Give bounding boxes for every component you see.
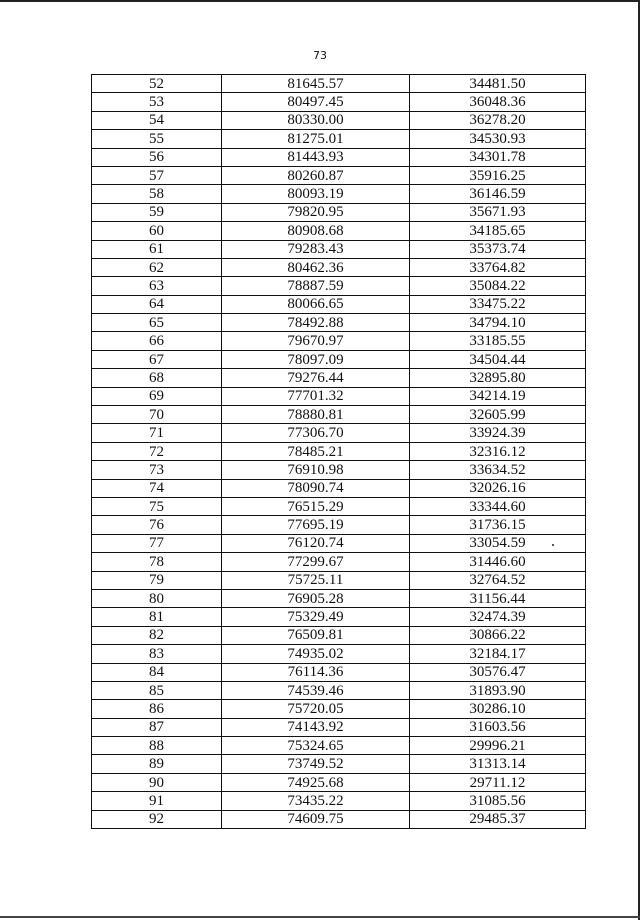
value-b-cell: 34504.44 <box>410 350 586 368</box>
value-a-cell: 75324.65 <box>222 737 410 755</box>
page-edge-top <box>0 0 640 2</box>
value-b-cell: 32474.39 <box>410 608 586 626</box>
value-b-cell: 29996.21 <box>410 737 586 755</box>
row-index-cell: 55 <box>92 130 222 148</box>
value-a-cell: 77701.32 <box>222 387 410 405</box>
value-b-cell: 31736.15 <box>410 516 586 534</box>
value-b-cell: 35373.74 <box>410 240 586 258</box>
table-row <box>92 166 586 184</box>
row-index-cell: 90 <box>92 773 222 791</box>
row-index-cell: 52 <box>92 75 222 93</box>
value-b-cell: 34301.78 <box>410 148 586 166</box>
table-row <box>92 497 586 515</box>
value-a-cell: 75329.49 <box>222 608 410 626</box>
table-row <box>92 645 586 663</box>
row-index-cell: 67 <box>92 350 222 368</box>
row-index-cell: 73 <box>92 461 222 479</box>
row-index-cell: 77 <box>92 534 222 552</box>
value-b-cell: 32895.80 <box>410 369 586 387</box>
value-a-cell: 81275.01 <box>222 130 410 148</box>
row-index-cell: 65 <box>92 314 222 332</box>
value-b-cell: 32605.99 <box>410 406 586 424</box>
row-index-cell: 58 <box>92 185 222 203</box>
table-row <box>92 258 586 276</box>
value-b-cell: 32316.12 <box>410 442 586 460</box>
value-a-cell: 77306.70 <box>222 424 410 442</box>
row-index-cell: 75 <box>92 497 222 515</box>
value-a-cell: 79276.44 <box>222 369 410 387</box>
value-a-cell: 78090.74 <box>222 479 410 497</box>
value-b-cell: 33054.59 <box>410 534 586 552</box>
value-b-cell: 33185.55 <box>410 332 586 350</box>
value-b-cell: 33764.82 <box>410 258 586 276</box>
value-b-cell: 31893.90 <box>410 681 586 699</box>
row-index-cell: 70 <box>92 406 222 424</box>
row-index-cell: 61 <box>92 240 222 258</box>
page-number: 73 <box>313 49 327 62</box>
value-a-cell: 74143.92 <box>222 718 410 736</box>
table-row <box>92 810 586 828</box>
value-b-cell: 35084.22 <box>410 277 586 295</box>
value-b-cell: 35671.93 <box>410 203 586 221</box>
table-row <box>92 516 586 534</box>
value-a-cell: 80260.87 <box>222 166 410 184</box>
scan-speck <box>552 544 554 546</box>
value-b-cell: 34214.19 <box>410 387 586 405</box>
row-index-cell: 78 <box>92 553 222 571</box>
row-index-cell: 86 <box>92 700 222 718</box>
table-row <box>92 111 586 129</box>
value-a-cell: 78485.21 <box>222 442 410 460</box>
value-b-cell: 33344.60 <box>410 497 586 515</box>
value-b-cell: 30286.10 <box>410 700 586 718</box>
table-row <box>92 93 586 111</box>
table-row <box>92 130 586 148</box>
value-b-cell: 32764.52 <box>410 571 586 589</box>
row-index-cell: 72 <box>92 442 222 460</box>
table-row <box>92 663 586 681</box>
value-a-cell: 80908.68 <box>222 222 410 240</box>
row-index-cell: 85 <box>92 681 222 699</box>
table-row <box>92 461 586 479</box>
value-a-cell: 78097.09 <box>222 350 410 368</box>
table-row <box>92 479 586 497</box>
table-row <box>92 608 586 626</box>
table-row <box>92 75 586 93</box>
table-row <box>92 700 586 718</box>
row-index-cell: 81 <box>92 608 222 626</box>
row-index-cell: 79 <box>92 571 222 589</box>
table-row <box>92 773 586 791</box>
value-a-cell: 76120.74 <box>222 534 410 552</box>
value-a-cell: 80330.00 <box>222 111 410 129</box>
table-row <box>92 442 586 460</box>
row-index-cell: 80 <box>92 589 222 607</box>
table-row <box>92 755 586 773</box>
table-row <box>92 277 586 295</box>
value-b-cell: 34794.10 <box>410 314 586 332</box>
value-a-cell: 73749.52 <box>222 755 410 773</box>
value-b-cell: 31085.56 <box>410 792 586 810</box>
value-b-cell: 33924.39 <box>410 424 586 442</box>
row-index-cell: 68 <box>92 369 222 387</box>
table-row <box>92 571 586 589</box>
row-index-cell: 92 <box>92 810 222 828</box>
value-b-cell: 34481.50 <box>410 75 586 93</box>
row-index-cell: 66 <box>92 332 222 350</box>
table-row <box>92 534 586 552</box>
table-row <box>92 350 586 368</box>
value-a-cell: 74925.68 <box>222 773 410 791</box>
row-index-cell: 69 <box>92 387 222 405</box>
value-a-cell: 76910.98 <box>222 461 410 479</box>
row-index-cell: 71 <box>92 424 222 442</box>
table-row <box>92 406 586 424</box>
value-a-cell: 77695.19 <box>222 516 410 534</box>
value-a-cell: 76905.28 <box>222 589 410 607</box>
table-row <box>92 626 586 644</box>
value-a-cell: 80066.65 <box>222 295 410 313</box>
row-index-cell: 87 <box>92 718 222 736</box>
row-index-cell: 91 <box>92 792 222 810</box>
value-a-cell: 74609.75 <box>222 810 410 828</box>
value-a-cell: 75720.05 <box>222 700 410 718</box>
page-edge-bottom <box>0 916 640 918</box>
row-index-cell: 88 <box>92 737 222 755</box>
data-table <box>91 74 586 829</box>
value-a-cell: 75725.11 <box>222 571 410 589</box>
value-a-cell: 76114.36 <box>222 663 410 681</box>
table-row <box>92 387 586 405</box>
value-a-cell: 80462.36 <box>222 258 410 276</box>
row-index-cell: 60 <box>92 222 222 240</box>
table-row <box>92 185 586 203</box>
table-row <box>92 718 586 736</box>
table-row <box>92 681 586 699</box>
value-b-cell: 36048.36 <box>410 93 586 111</box>
table-row <box>92 792 586 810</box>
value-b-cell: 33475.22 <box>410 295 586 313</box>
value-b-cell: 32184.17 <box>410 645 586 663</box>
table-body <box>92 75 586 829</box>
row-index-cell: 82 <box>92 626 222 644</box>
value-a-cell: 79820.95 <box>222 203 410 221</box>
row-index-cell: 74 <box>92 479 222 497</box>
table-row <box>92 222 586 240</box>
row-index-cell: 56 <box>92 148 222 166</box>
value-a-cell: 79670.97 <box>222 332 410 350</box>
table-row <box>92 369 586 387</box>
value-b-cell: 31603.56 <box>410 718 586 736</box>
value-b-cell: 32026.16 <box>410 479 586 497</box>
value-a-cell: 74935.02 <box>222 645 410 663</box>
row-index-cell: 59 <box>92 203 222 221</box>
value-b-cell: 35916.25 <box>410 166 586 184</box>
row-index-cell: 63 <box>92 277 222 295</box>
value-b-cell: 31313.14 <box>410 755 586 773</box>
value-a-cell: 77299.67 <box>222 553 410 571</box>
table-row <box>92 148 586 166</box>
value-b-cell: 36146.59 <box>410 185 586 203</box>
value-a-cell: 74539.46 <box>222 681 410 699</box>
row-index-cell: 84 <box>92 663 222 681</box>
value-a-cell: 81443.93 <box>222 148 410 166</box>
table-row <box>92 240 586 258</box>
table-row <box>92 424 586 442</box>
value-b-cell: 36278.20 <box>410 111 586 129</box>
value-b-cell: 31446.60 <box>410 553 586 571</box>
table-row <box>92 332 586 350</box>
value-a-cell: 76509.81 <box>222 626 410 644</box>
value-a-cell: 79283.43 <box>222 240 410 258</box>
value-b-cell: 30866.22 <box>410 626 586 644</box>
value-b-cell: 34530.93 <box>410 130 586 148</box>
row-index-cell: 83 <box>92 645 222 663</box>
row-index-cell: 64 <box>92 295 222 313</box>
table-row <box>92 295 586 313</box>
table-row <box>92 589 586 607</box>
value-a-cell: 80497.45 <box>222 93 410 111</box>
value-b-cell: 31156.44 <box>410 589 586 607</box>
value-b-cell: 30576.47 <box>410 663 586 681</box>
row-index-cell: 57 <box>92 166 222 184</box>
value-a-cell: 78880.81 <box>222 406 410 424</box>
table-row <box>92 553 586 571</box>
row-index-cell: 76 <box>92 516 222 534</box>
table-row <box>92 203 586 221</box>
value-b-cell: 33634.52 <box>410 461 586 479</box>
value-a-cell: 81645.57 <box>222 75 410 93</box>
value-b-cell: 29485.37 <box>410 810 586 828</box>
row-index-cell: 62 <box>92 258 222 276</box>
value-b-cell: 29711.12 <box>410 773 586 791</box>
value-a-cell: 73435.22 <box>222 792 410 810</box>
table-row <box>92 314 586 332</box>
value-b-cell: 34185.65 <box>410 222 586 240</box>
value-a-cell: 80093.19 <box>222 185 410 203</box>
row-index-cell: 53 <box>92 93 222 111</box>
table-row <box>92 737 586 755</box>
value-a-cell: 78887.59 <box>222 277 410 295</box>
value-a-cell: 76515.29 <box>222 497 410 515</box>
row-index-cell: 89 <box>92 755 222 773</box>
row-index-cell: 54 <box>92 111 222 129</box>
value-a-cell: 78492.88 <box>222 314 410 332</box>
